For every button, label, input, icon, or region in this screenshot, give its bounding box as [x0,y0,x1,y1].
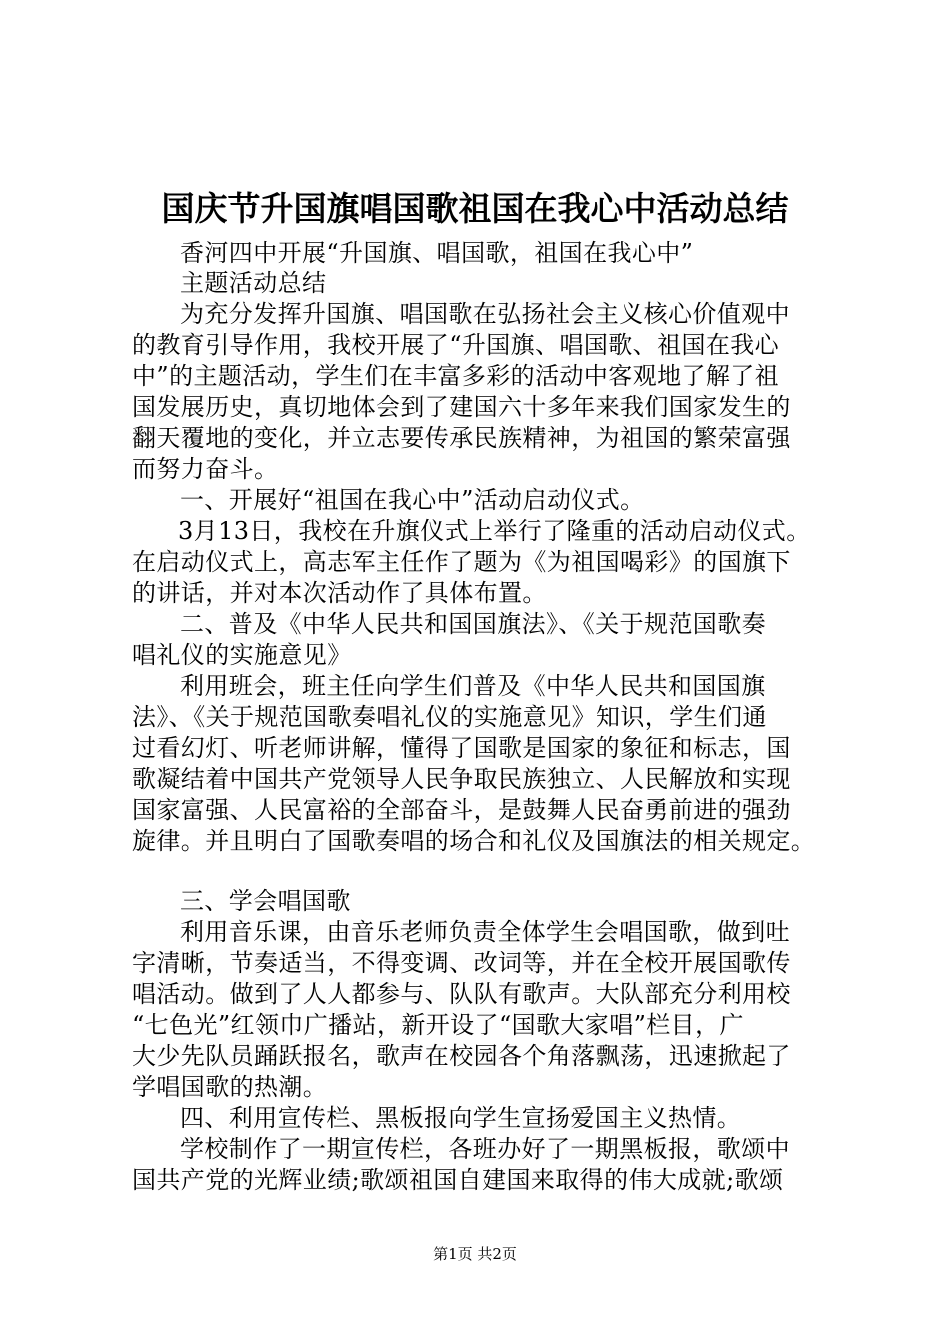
paragraph-line: 大少先队员踊跃报名，歌声在校园各个角落飘荡，迅速掀起了 [132,1042,791,1070]
paragraph-line: 的讲话，并对本次活动作了具体布置。 [132,579,547,607]
paragraph-line: 国家富强、人民富裕的全部奋斗，是鼓舞人民奋勇前进的强劲 [132,796,791,824]
paragraph-line: “七色光”红领巾广播站，新开设了“国歌大家唱”栏目，广 [132,1011,744,1039]
section-heading-1: 一、开展好“祖国在我心中”活动启动仪式。 [180,486,645,514]
section-heading-2: 二、普及《中华人民共和国国旗法》、《关于规范国歌奏 [180,610,766,638]
page-number-footer: 第1页 共2页 [433,1245,517,1263]
paragraph-line: 为充分发挥升国旗、唱国歌在弘扬社会主义核心价值观中 [180,300,790,328]
paragraph-line: 唱活动。做到了人人都参与、队队有歌声。大队部充分利用校 [132,980,791,1008]
paragraph-line: 的教育引导作用，我校开展了“升国旗、唱国歌、祖国在我心 [132,331,780,359]
subtitle-line-2: 主题活动总结 [180,269,327,297]
document-title: 国庆节升国旗唱国歌祖国在我心中活动总结 [161,189,789,228]
paragraph-line: 旋律。并且明白了国歌奏唱的场合和礼仪及国旗法的相关规定。 [132,827,816,855]
paragraph-line: 学校制作了一期宣传栏，各班办好了一期黑板报，歌颂中 [180,1135,790,1163]
paragraph-line: 国发展历史，真切地体会到了建国六十多年来我们国家发生的 [132,393,791,421]
paragraph-line: 3月13日，我校在升旗仪式上举行了隆重的活动启动仪式。 [178,517,811,545]
paragraph-line: 翻天覆地的变化，并立志要传承民族精神，为祖国的繁荣富强 [132,424,791,452]
paragraph-line: 中”的主题活动，学生们在丰富多彩的活动中客观地了解了祖 [132,362,780,390]
paragraph-line: 过看幻灯、听老师讲解，懂得了国歌是国家的象征和标志，国 [132,734,791,762]
section-heading-4: 四、利用宣传栏、黑板报向学生宣扬爱国主义热情。 [180,1104,742,1132]
section-heading-2-cont: 唱礼仪的实施意见》 [132,641,352,669]
paragraph-line: 利用班会，班主任向学生们普及《中华人民共和国国旗 [180,672,766,700]
paragraph-line: 字清晰，节奏适当，不得变调、改词等，并在全校开展国歌传 [132,949,791,977]
paragraph-line: 法》、《关于规范国歌奏唱礼仪的实施意见》知识，学生们通 [132,703,767,731]
paragraph-line: 而努力奋斗。 [132,455,279,483]
subtitle-line-1: 香河四中开展“升国旗、唱国歌，祖国在我心中” [180,239,694,267]
paragraph-line: 利用音乐课，由音乐老师负责全体学生会唱国歌，做到吐 [180,918,790,946]
section-heading-3: 三、学会唱国歌 [180,887,351,915]
paragraph-line: 歌凝结着中国共产党领导人民争取民族独立、人民解放和实现 [132,765,791,793]
paragraph-line: 学唱国歌的热潮。 [132,1073,328,1101]
paragraph-line: 国共产党的光辉业绩;歌颂祖国自建国来取得的伟大成就;歌颂 [132,1166,784,1194]
paragraph-line: 在启动仪式上，高志军主任作了题为《为祖国喝彩》的国旗下 [132,548,791,576]
